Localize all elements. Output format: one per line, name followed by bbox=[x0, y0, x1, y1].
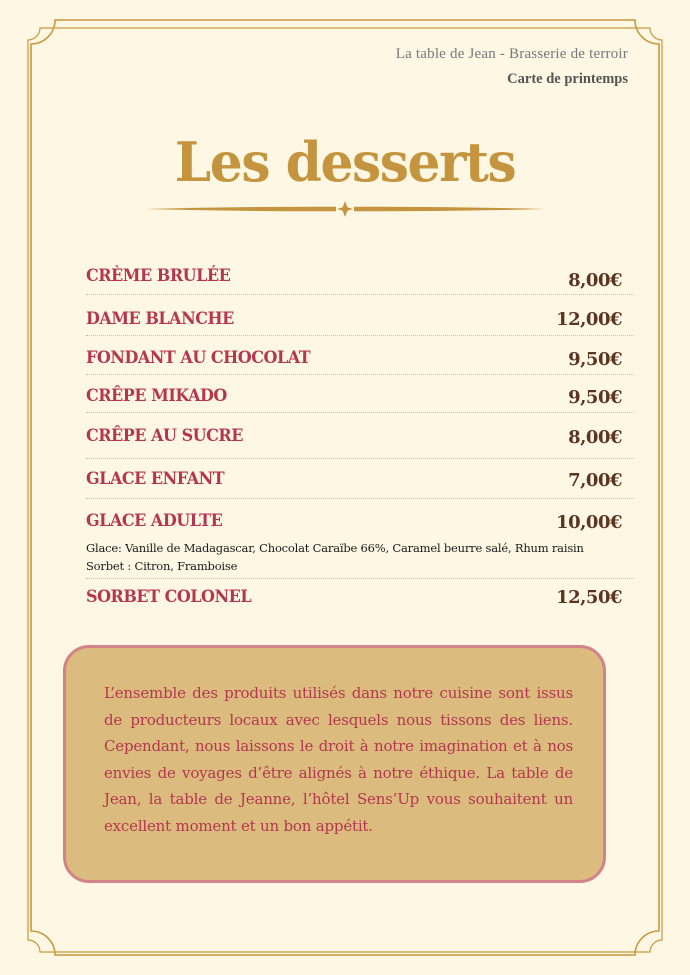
header bbox=[396, 46, 628, 88]
item-price: 9,50€ bbox=[568, 349, 622, 370]
menu-item bbox=[86, 386, 634, 413]
restaurant-name: La table de Jean - Brasserie de terroir bbox=[395, 46, 628, 62]
sourcing-note bbox=[63, 645, 606, 883]
title-ornament-icon bbox=[140, 198, 550, 220]
item-name: SORBET COLONEL bbox=[86, 587, 252, 607]
item-price: 12,50€ bbox=[556, 587, 622, 608]
menu-item bbox=[86, 587, 634, 613]
item-price: 7,00€ bbox=[568, 470, 622, 491]
menu-item bbox=[86, 426, 634, 459]
item-price: 12,00€ bbox=[556, 309, 622, 330]
menu-item bbox=[86, 469, 634, 499]
menu-item bbox=[86, 309, 634, 336]
item-price: 9,50€ bbox=[568, 387, 622, 408]
sourcing-note-text: L’ensemble des produits utilisés dans notre cuisine sont issus de producteurs locaux avec lesquels nous tissons des liens. Cependant, nous laissons le droit à notre imagination et à nos envies de voyages d’être alignés à notre éthique. La table de Jean, la table de Jeanne, l’hôtel Sens’Up vous souhaitent un excellent moment et un bon appétit. bbox=[104, 684, 573, 835]
menu-item bbox=[86, 266, 634, 295]
item-price: 8,00€ bbox=[568, 270, 622, 291]
item-description: Glace: Vanille de Madagascar, Chocolat Caraïbe 66%, Caramel beurre salé, Rhum raisin bbox=[86, 541, 584, 555]
item-name: FONDANT AU CHOCOLAT bbox=[86, 348, 311, 368]
menu-item bbox=[86, 511, 634, 579]
item-price: 8,00€ bbox=[568, 427, 622, 448]
item-name: GLACE ADULTE bbox=[86, 511, 223, 531]
item-name: CRÊPE MIKADO bbox=[86, 386, 227, 406]
item-name: CRÈME BRULÉE bbox=[86, 266, 231, 286]
menu-item bbox=[86, 348, 634, 375]
item-description: Sorbet : Citron, Framboise bbox=[86, 559, 238, 573]
page-title: Les desserts bbox=[174, 130, 516, 194]
item-name: CRÊPE AU SUCRE bbox=[86, 426, 243, 446]
item-name: GLACE ENFANT bbox=[86, 469, 225, 489]
item-name: DAME BLANCHE bbox=[86, 309, 234, 329]
item-price: 10,00€ bbox=[556, 512, 622, 533]
menu-season: Carte de printemps bbox=[507, 71, 628, 87]
